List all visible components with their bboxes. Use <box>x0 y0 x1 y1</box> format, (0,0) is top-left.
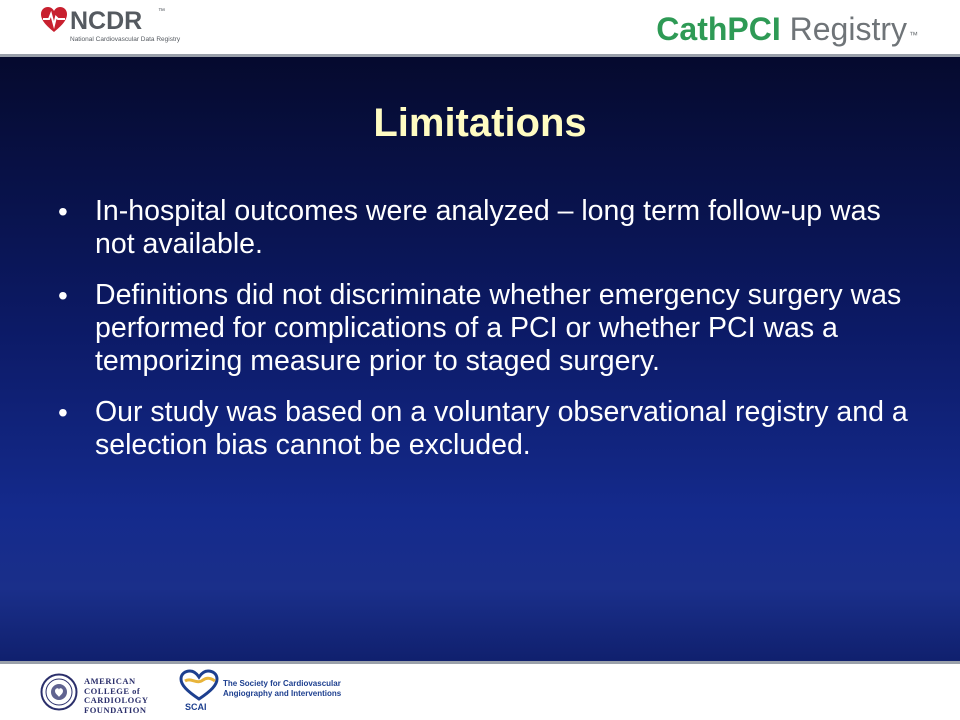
bullet-glyph: • <box>58 397 68 428</box>
heart-pulse-icon <box>40 5 68 35</box>
bullet-item <box>58 396 908 462</box>
scai-logo <box>177 669 342 715</box>
footer-bar <box>0 664 960 720</box>
ncdr-trademark: ™ <box>158 8 165 15</box>
header-bar <box>0 0 960 54</box>
ncdr-subtitle: National Cardiovascular Data Registry <box>70 36 181 43</box>
acc-logo-line: CARDIOLOGY <box>84 695 149 705</box>
acc-foundation-logo <box>40 673 180 713</box>
acc-seal-icon <box>40 673 78 711</box>
slide-body <box>0 54 960 664</box>
bullet-text: In-hospital outcomes were analyzed – long term follow-up was not available. <box>95 195 881 260</box>
acc-logo-line: AMERICAN <box>84 676 136 686</box>
bullet-glyph: • <box>58 280 68 311</box>
cathpci-trademark: ™ <box>909 30 918 40</box>
acc-logo-text <box>84 677 149 715</box>
scai-logo-text <box>223 679 341 699</box>
bullet-glyph: • <box>58 196 68 227</box>
scai-logo-line: The Society for Cardiovascular <box>223 679 341 688</box>
acc-logo-line: COLLEGE of <box>84 685 141 696</box>
scai-heart-icon <box>177 669 221 703</box>
scai-logo-line: Angiography and Interventions <box>223 689 342 698</box>
bullet-item <box>58 279 908 378</box>
bullet-text: Definitions did not discriminate whether emergency surgery was performed for complications of a PCI or whether PCI was a temporizing measure prior to staged surgery. <box>95 279 902 377</box>
bullet-text: Our study was based on a voluntary observational registry and a selection bias cannot be excluded. <box>95 396 908 461</box>
ncdr-logo <box>40 5 180 47</box>
cathpci-registry-logo <box>656 10 918 48</box>
bullet-list <box>58 195 908 480</box>
scai-acronym: SCAI <box>185 702 207 712</box>
cathpci-logo-part1: CathPCI <box>656 11 781 47</box>
acc-logo-line: FOUNDATION <box>84 704 147 715</box>
slide-title: Limitations <box>373 101 587 145</box>
bullet-item <box>58 195 908 261</box>
ncdr-logo-text: NCDR <box>70 7 143 35</box>
cathpci-logo-part2: Registry <box>780 11 907 47</box>
